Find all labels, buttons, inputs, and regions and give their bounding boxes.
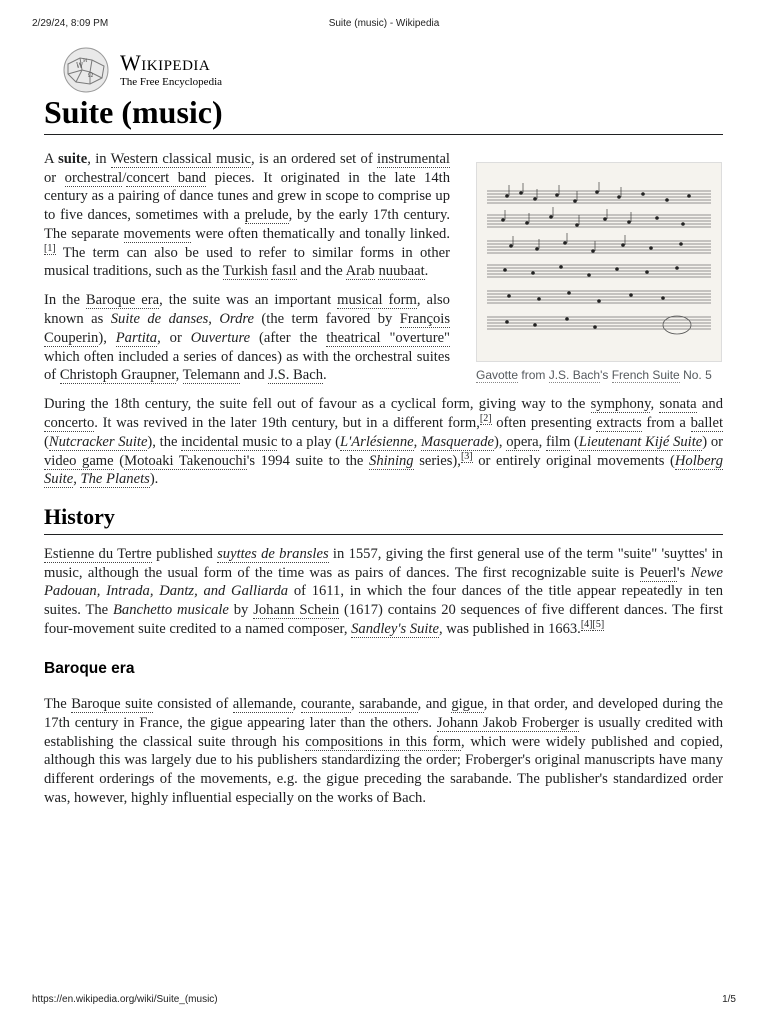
caption-link-bach[interactable]: J.S. Bach <box>548 368 601 382</box>
link-js-bach[interactable]: J.S. Bach <box>268 367 324 384</box>
figure-caption: Gavotte from J.S. Bach's French Suite No. 5 <box>476 368 712 382</box>
wikipedia-globe-icon <box>62 46 110 94</box>
print-page-number: 1/5 <box>722 994 736 1005</box>
link-sonata[interactable]: sonata <box>659 396 697 413</box>
print-page-title: Suite (music) - Wikipedia <box>328 18 440 29</box>
link-arab[interactable]: Arab <box>345 263 375 280</box>
print-datetime: 2/29/24, 8:09 PM <box>32 18 109 29</box>
link-concerto[interactable]: concerto <box>44 415 95 432</box>
link-compositions-in-this-form[interactable]: compositions in this form <box>305 733 461 750</box>
link-shining[interactable]: Shining <box>369 452 414 469</box>
link-motoaki-takenouchi[interactable]: Motoaki Takenouchi <box>124 452 247 469</box>
link-sarabande[interactable]: sarabande <box>359 696 418 713</box>
svg-text:W: W <box>76 62 84 70</box>
link-nutcracker-suite[interactable]: Nutcracker Suite <box>48 433 148 450</box>
link-masquerade[interactable]: Masquerade <box>421 433 494 450</box>
page-title: Suite (music) <box>44 92 723 135</box>
link-film[interactable]: film <box>546 433 571 450</box>
link-nuubaat[interactable]: nuubaat <box>378 263 425 280</box>
link-sandleys-suite[interactable]: Sandley's Suite <box>351 620 439 637</box>
lead-paragraph-1: A suite, in Western classical music, is an ordered set of instrumental or orchestral/concert band pieces. It originated in the late 14th century as a pairing of dance tunes and grew in scope to comprise up to five dances, sometimes with a prelude, by the early 17th century. The separate movements were often thematically and tonally linked.[1] The term can also be used to refer to similar forms in other musical traditions, such as the Turkish fasıl and the Arab nuubaat. <box>44 151 450 280</box>
caption-link-gavotte[interactable]: Gavotte <box>476 368 519 382</box>
link-incidental-music[interactable]: incidental music <box>181 433 278 450</box>
link-allemande[interactable]: allemande <box>232 696 293 713</box>
reference-1[interactable]: [1] <box>44 242 56 254</box>
reference-3[interactable]: [3] <box>460 450 473 462</box>
link-opera[interactable]: opera <box>506 433 539 450</box>
reference-2[interactable]: [2] <box>479 413 492 425</box>
wikipedia-wordmark: Wikipedia <box>120 50 211 75</box>
wikipedia-logo[interactable] <box>62 46 222 94</box>
link-turkish[interactable]: Turkish <box>222 263 268 280</box>
article-body <box>44 150 723 818</box>
link-suyttes-de-bransles[interactable]: suyttes de bransles <box>217 545 329 562</box>
link-larlesienne[interactable]: L'Arlésienne <box>339 433 414 450</box>
link-movements[interactable]: movements <box>123 225 191 242</box>
svg-text:И: И <box>83 58 88 64</box>
link-fasil[interactable]: fasıl <box>271 263 297 280</box>
history-paragraph: Estienne du Tertre published suyttes de bransles in 1557, giving the first general use of the term "suite" 'suyttes' in music, although the usual form of the time was as pairs of dances. The first recognizable suite is Peuerl's Newe Padouan, Intrada, Dantz, and Galliarda of 1611, in which the four dances of the title appear repeatedly in ten suites. The Banchetto musicale by Johann Schein (1617) contains 20 sequences of five different dances. The first four-movement suite credited to a named composer, Sandley's Suite, was published in 1663.[4][5] <box>44 545 723 637</box>
link-concert-band[interactable]: concert band <box>126 169 207 186</box>
svg-text:Ω: Ω <box>88 72 93 79</box>
link-courante[interactable]: courante <box>300 696 352 713</box>
link-partita[interactable]: Partita <box>115 329 158 346</box>
print-url: https://en.wikipedia.org/wiki/Suite_(music) <box>32 994 218 1005</box>
link-estienne-du-tertre[interactable]: Estienne du Tertre <box>44 545 152 562</box>
reference-5[interactable]: [5] <box>592 618 605 630</box>
link-peuerl[interactable]: Peuerl <box>639 564 677 581</box>
link-ballet[interactable]: ballet <box>690 415 723 432</box>
heading-baroque-era: Baroque era <box>44 660 135 678</box>
link-gigue[interactable]: gigue <box>451 696 484 713</box>
link-theatrical-overture[interactable]: theatrical "overture" <box>326 329 450 346</box>
baroque-paragraph: The Baroque suite consisted of allemande, courante, sarabande, and gigue, in that order, and developed during the 17th century in France, the gigue appearing later than the others. Johann Jakob Froberger is usually credited with establishing the classical suite through his compositions in this form, which were widely published and copied, although this was largely due to his publishers standardizing the order; Froberger's original manuscripts have many different orderings of the movements, e.g. the gigue preceding the sarabande. The publisher's standardized order was, however, highly influential especially on the works of Bach. <box>44 696 723 806</box>
print-header <box>32 18 736 29</box>
link-musical-form[interactable]: musical form <box>337 292 417 309</box>
link-instrumental[interactable]: instrumental <box>377 151 450 167</box>
link-the-planets[interactable]: The Planets <box>80 471 150 488</box>
print-footer <box>32 994 736 1005</box>
link-francois-couperin[interactable]: François Couperin <box>44 311 450 346</box>
reference-4[interactable]: [4] <box>580 618 593 630</box>
lead-paragraph-2: In the Baroque era, the suite was an important musical form, also known as Suite de danses, Ordre (the term favored by François Couperin), Partita, or Ouverture (after the theatrical "overture" which often included a series of dances) as with the orchestral suites of Christoph Graupner, Telemann and J.S. Bach. <box>44 292 450 384</box>
link-western-classical-music[interactable]: Western classical music <box>110 151 252 167</box>
link-telemann[interactable]: Telemann <box>182 367 240 384</box>
link-prelude[interactable]: prelude <box>244 207 289 224</box>
link-orchestral[interactable]: orchestral <box>64 169 123 186</box>
link-johann-schein[interactable]: Johann Schein <box>253 602 340 619</box>
link-christoph-graupner[interactable]: Christoph Graupner <box>59 367 176 384</box>
link-extracts[interactable]: extracts <box>596 415 642 432</box>
link-video-game[interactable]: video game <box>44 452 114 469</box>
link-baroque-suite[interactable]: Baroque suite <box>71 696 153 713</box>
caption-link-french-suite[interactable]: French Suite <box>611 368 680 382</box>
link-lieutenant-kije-suite[interactable]: Lieutenant Kijé Suite <box>578 433 703 450</box>
heading-history: History <box>44 503 723 535</box>
link-holberg-suite[interactable]: Holberg Suite <box>44 452 723 488</box>
wikipedia-tagline: The Free Encyclopedia <box>120 76 223 88</box>
link-symphony[interactable]: symphony <box>590 396 651 413</box>
link-baroque-era[interactable]: Baroque era <box>85 292 160 309</box>
link-johann-jakob-froberger[interactable]: Johann Jakob Froberger <box>436 714 580 731</box>
lead-paragraph-3: During the 18th century, the suite fell out of favour as a cyclical form, giving way to the symphony, sonata and concerto. It was revived in the later 19th century, but in a different form,[2] often presenting extracts from a ballet (Nutcracker Suite), the incidental music to a play (L'Arlésienne, Masquerade), opera, film (Lieutenant Kijé Suite) or video game (Motoaki Takenouchi's 1994 suite to the Shining series),[3] or entirely original movements (Holberg Suite, The Planets). <box>44 396 724 488</box>
